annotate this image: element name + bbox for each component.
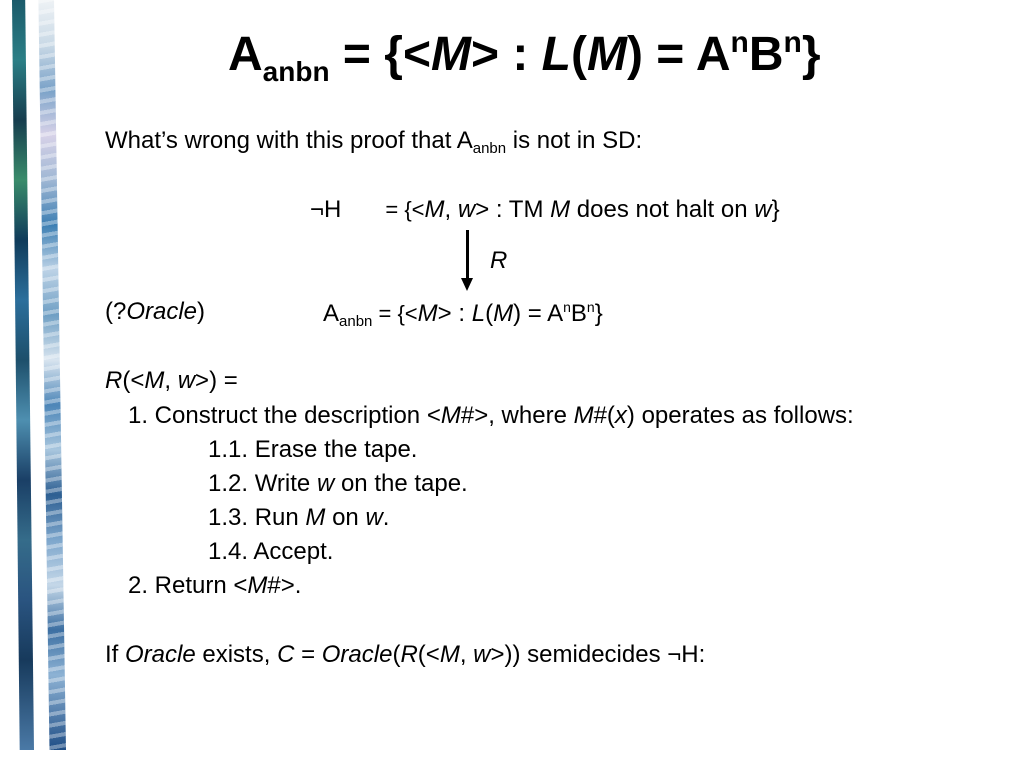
step-1-3: 1.3. Run M on w. bbox=[208, 504, 390, 531]
halting-complement-definition: ¬H = {<M, w> : TM M does not halt on w} bbox=[310, 196, 780, 223]
conclusion-line: If Oracle exists, C = Oracle(R(<M, w>)) semidecides ¬H: bbox=[105, 641, 706, 668]
decorative-stripe-left bbox=[12, 0, 34, 750]
step-1-1: 1.1. Erase the tape. bbox=[208, 436, 418, 463]
anbn-definition: $A_{anbn} = \{<M>$ : $L(M) = A^nB^n$} bbox=[323, 299, 603, 330]
slide-title: $A_{anbn} = \{<M>$ : $L(M) = A^nB^n$} bbox=[228, 26, 821, 87]
reduction-arrow bbox=[466, 230, 469, 280]
decorative-stripe-right bbox=[36, 0, 66, 750]
reduction-label: R bbox=[490, 247, 508, 274]
step-1-4: 1.4. Accept. bbox=[208, 538, 334, 565]
reduction-arrow-head bbox=[461, 278, 473, 291]
question-line: What’s wrong with this proof that $A_{anbn}$ is not in SD: bbox=[105, 127, 643, 157]
reduction-definition: R(<M, w>) = bbox=[105, 367, 238, 394]
step-1-2: 1.2. Write w on the tape. bbox=[208, 470, 468, 497]
oracle-label: (?Oracle) bbox=[105, 298, 206, 325]
step-2: 2. Return <M#>. bbox=[128, 572, 302, 599]
step-1: 1. Construct the description <M#>, where M#(x) operates as follows: bbox=[128, 402, 854, 429]
